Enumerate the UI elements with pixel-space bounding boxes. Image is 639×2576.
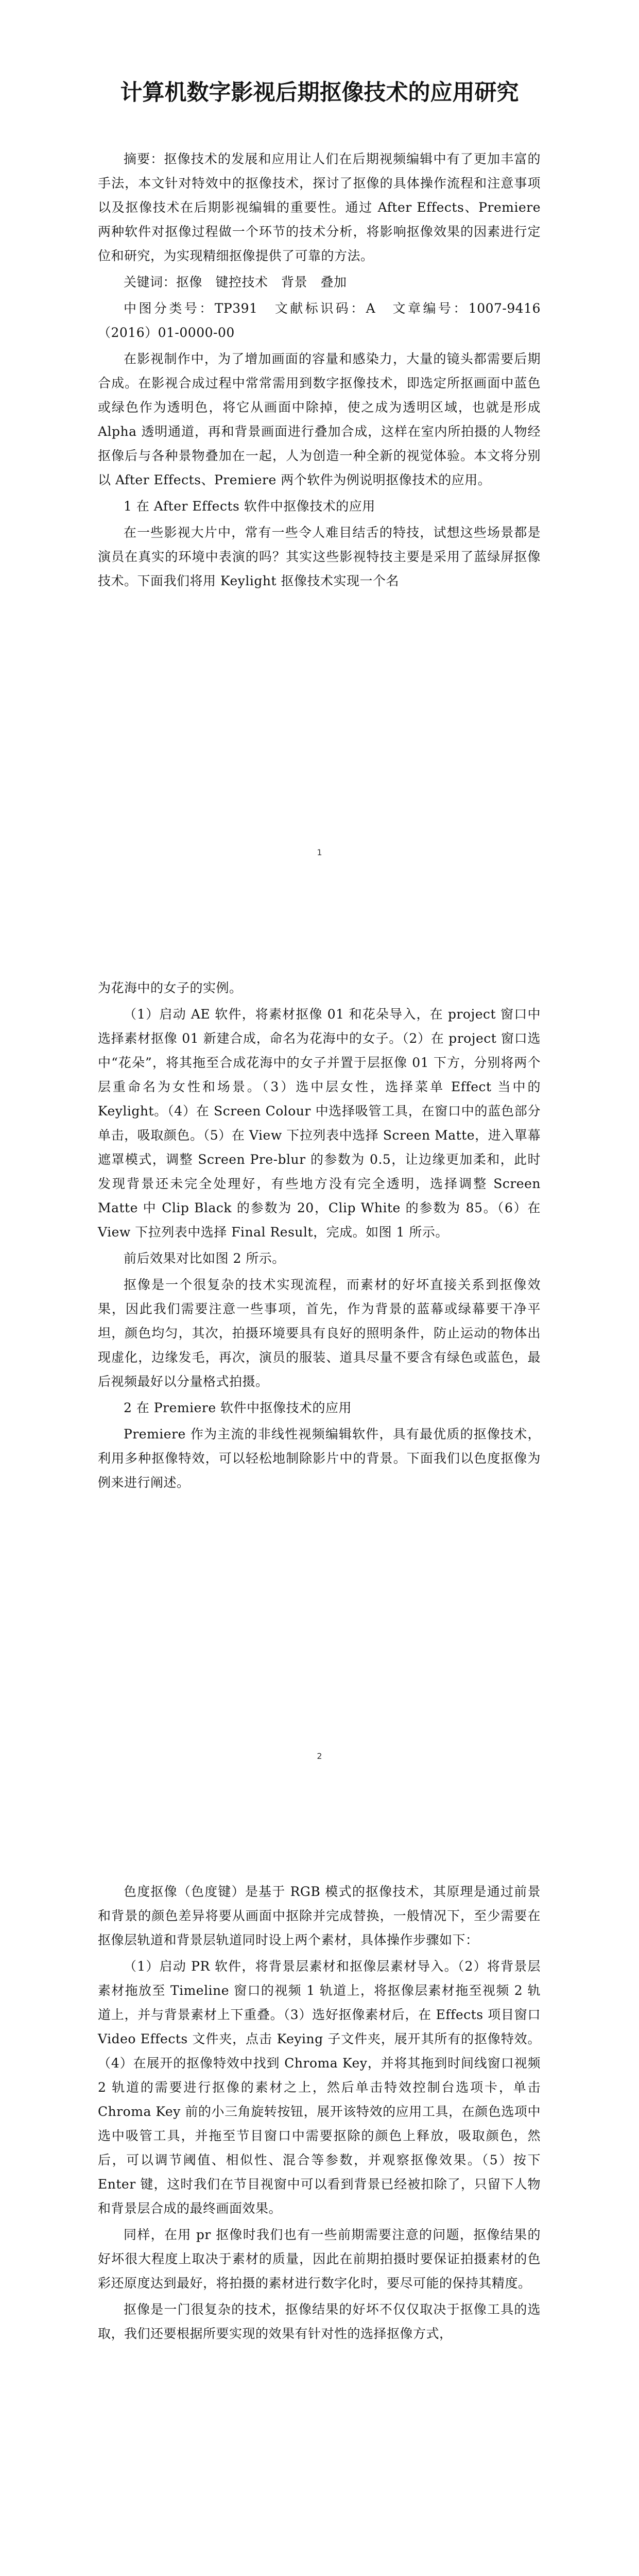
paragraph: 在影视制作中，为了增加画面的容量和感染力，大量的镜头都需要后期合成。在影视合成过程中常常需用到数字抠像技术，即选定所抠画面中蓝色或绿色作为透明色，将它从画面中除掉，使之成为透明区域，也就是形成 Alpha 透明通道，再和背景画面进行叠加合成，这样在室内所拍摄的人物经抠像后与各种景物叠加在一起，人为创造一种全新的视觉体验。本文将分别以 After Effects、Premiere 两个软件为例说明抠像技术的应用。 (98, 351, 541, 487)
page-1 (0, 0, 639, 904)
paragraph: 为花海中的女子的实例。 (98, 980, 243, 995)
keywords: 关键词：抠像 键控技术 背景 叠加 (124, 275, 347, 290)
paragraph: 同样，在用 pr 抠像时我们也有一些前期需要注意的问题，抠像结果的好坏很大程度上取决于素材的质量，因此在前期拍摄时要保证拍摄素材的色彩还原度达到最好，将拍摄的素材进行数字化时，要尽可能的保持其精度。 (98, 2227, 541, 2291)
classification-info: 中图分类号：TP391 文献标识码：A 文章编号：1007-9416（2016）01-0000-00 (98, 301, 541, 340)
paragraph: （1）启动 AE 软件，将素材抠像 01 和花朵导入，在 project 窗口中选择素材抠像 01 新建合成，命名为花海中的女子。（2）在 project 窗口选中“花朵”，将其拖至合成花海中的女子并置于层抠像 01 下方，分别将两个层重命名为女性和场景。（3）选中层女性，选择菜单 Effect 当中的 Keylight。（4）在 Screen Colour 中选择吸管工具，在窗口中的蓝色部分单击，吸取颜色。（5）在 View 下拉列表中选择 Screen Matte，进入單幕遮罩模式，调整 Screen Pre-blur 的参数为 0.5，让边缘更加柔和，此时发现背景还未完全处理好，有些地方没有完全透明，选择调整 Screen Matte 中 Clip Black 的参数为 20，Clip White 的参数为 85。（6）在 View 下拉列表中选择 Final Result，完成。如图 1 所示。 (98, 1007, 541, 1240)
page-2 (0, 904, 639, 1807)
paragraph: 前后效果对比如图 2 所示。 (124, 1251, 285, 1266)
paragraph: 抠像是一个很复杂的技术实现流程，而素材的好坏直接关系到抠像效果，因此我们需要注意一些事项，首先，作为背景的蓝幕或绿幕要干净平坦，颜色均匀，其次，拍摄环境要具有良好的照明条件，防止运动的物体出现虚化，边缘发毛，再次，演员的服装、道具尽量不要含有绿色或蓝色，最后视频最好以分量格式拍摄。 (98, 1277, 541, 1389)
page-number: 1 (317, 848, 322, 857)
page-3-content (98, 1879, 541, 2348)
abstract: 摘要：抠像技术的发展和应用让人们在后期视频编辑中有了更加丰富的手法，本文针对特效中的抠像技术，探讨了抠像的具体操作流程和注意事项以及抠像技术在后期影视编辑的重要性。通过 After Effects、Premiere 两种软件对抠像过程做一个环节的技术分析，将影响抠像效果的因素进行定位和研究，为实现精细抠像提供了可靠的方法。 (98, 151, 541, 263)
paragraph: Premiere 作为主流的非线性视频编辑软件，具有最优质的抠像技术，利用多种抠像特效，可以轻松地制除影片中的背景。下面我们以色度抠像为例来进行阐述。 (98, 1427, 541, 1490)
paragraph: 抠像是一门很复杂的技术，抠像结果的好坏不仅仅取决于抠像工具的选取，我们还要根据所要实现的效果有针对性的选择抠像方式， (98, 2302, 541, 2341)
section-heading: 2 在 Premiere 软件中抠像技术的应用 (124, 1400, 352, 1415)
section-heading: 1 在 After Effects 软件中抠像技术的应用 (124, 499, 375, 514)
paragraph: 色度抠像（色度键）是基于 RGB 模式的抠像技术，其原理是通过前景和背景的颜色差异将要从画面中抠除并完成替换，一般情况下，至少需要在抠像层轨道和背景层轨道同时设上两个素材，具体操作步骤如下： (98, 1884, 541, 1947)
page-number: 2 (317, 1751, 322, 1761)
page-3 (0, 1807, 639, 2576)
paper-title: 计算机数字影视后期抠像技术的应用研究 (120, 80, 519, 106)
paragraph: 在一些影视大片中，常有一些令人难目结舌的特技，试想这些场景都是演员在真实的环境中表演的吗？其实这些影视特技主要是采用了蓝绿屏抠像技术。下面我们将用 Keylight 抠像技术实现一个名 (98, 525, 541, 588)
page-2-content (98, 976, 541, 1497)
page-1-content (98, 147, 541, 595)
paragraph: （1）启动 PR 软件，将背景层素材和抠像层素材导入。（2）将背景层素材拖放至 Timeline 窗口的视频 1 轨道上，将抠像层素材拖至视频 2 轨道上，并与背景素材上下重叠。（3）选好抠像素材后，在 Effects 项目窗口 Video Effects 文件夹，点击 Keying 子文件夹，展开其所有的抠像特效。（4）在展开的抠像特效中找到 Chroma Key，并将其拖到时间线窗口视频 2 轨道的需要进行抠像的素材之上，然后单击特效控制台选项卡，单击 Chroma Key 前的小三角旋转按钮，展开该特效的应用工具，在颜色选项中选中吸管工具，并拖至节目窗口中需要抠除的颜色上释放，吸取颜色，然后，可以调节阈值、相似性、混合等参数，并观察抠像效果。（5）按下 Enter 键，这时我们在节目视窗中可以看到背景已经被扣除了，只留下人物和背景层合成的最终画面效果。 (98, 1959, 541, 2216)
